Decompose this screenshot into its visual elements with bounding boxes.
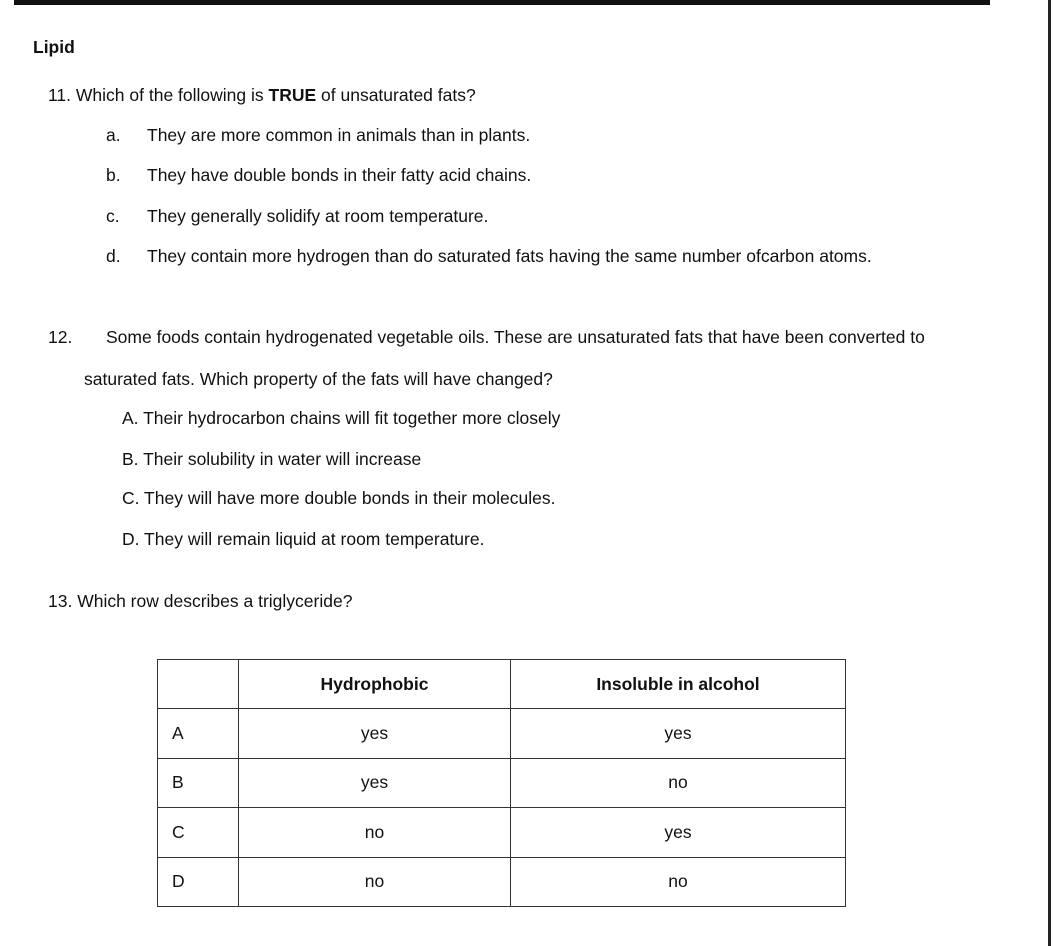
question-11-number: 11. bbox=[48, 85, 72, 105]
question-12-line-1: Some foods contain hydrogenated vegetable oils. These are unsaturated fats that have been converted to bbox=[106, 327, 925, 347]
hydrophobic-cell: no bbox=[239, 808, 511, 857]
top-border-rule bbox=[14, 0, 990, 5]
q11-option-b bbox=[106, 164, 531, 186]
insoluble-cell: no bbox=[511, 857, 846, 906]
insoluble-cell: yes bbox=[511, 709, 846, 758]
table-row bbox=[158, 857, 846, 906]
q12-option-d: D. They will remain liquid at room temperature. bbox=[122, 529, 485, 549]
header-insoluble-in-alcohol: Insoluble in alcohol bbox=[511, 660, 846, 709]
hydrophobic-cell: yes bbox=[239, 758, 511, 807]
question-12-line-2: saturated fats. Which property of the fats will have changed? bbox=[84, 369, 553, 389]
option-letter: d. bbox=[106, 246, 121, 266]
section-title: Lipid bbox=[33, 37, 75, 57]
option-letter: a. bbox=[106, 125, 121, 145]
insoluble-cell: no bbox=[511, 758, 846, 807]
option-text: They contain more hydrogen than do saturated fats having the same number ofcarbon atoms. bbox=[147, 246, 872, 266]
q11-option-a bbox=[106, 124, 530, 146]
q11-option-d bbox=[106, 245, 872, 267]
q12-option-c: C. They will have more double bonds in their molecules. bbox=[122, 488, 556, 508]
q11-option-c bbox=[106, 205, 488, 227]
question-11-text-before: Which of the following is bbox=[75, 85, 264, 105]
right-border-rule bbox=[1048, 0, 1051, 946]
table-row bbox=[158, 758, 846, 807]
option-text: They have double bonds in their fatty acid chains. bbox=[147, 165, 532, 185]
option-text: They are more common in animals than in plants. bbox=[147, 125, 531, 145]
row-label: B bbox=[158, 758, 239, 807]
hydrophobic-cell: yes bbox=[239, 709, 511, 758]
option-text: They generally solidify at room temperature. bbox=[147, 206, 489, 226]
insoluble-cell: yes bbox=[511, 808, 846, 857]
q12-option-a: A. Their hydrocarbon chains will fit together more closely bbox=[122, 408, 561, 428]
question-13 bbox=[48, 590, 352, 612]
question-11-text-bold: TRUE bbox=[268, 85, 317, 105]
question-11 bbox=[48, 84, 476, 106]
triglyceride-table bbox=[157, 659, 846, 907]
hydrophobic-cell: no bbox=[239, 857, 511, 906]
question-11-text-after: of unsaturated fats? bbox=[321, 85, 476, 105]
q12-option-b: B. Their solubility in water will increase bbox=[122, 449, 422, 469]
option-letter: c. bbox=[106, 206, 120, 226]
question-12-number: 12. bbox=[48, 327, 73, 347]
header-empty-cell bbox=[158, 660, 239, 709]
question-13-number: 13. bbox=[48, 591, 73, 611]
row-label: C bbox=[158, 808, 239, 857]
row-label: A bbox=[158, 709, 239, 758]
row-label: D bbox=[158, 857, 239, 906]
question-13-text: Which row describes a triglyceride? bbox=[77, 591, 353, 611]
table-header-row bbox=[158, 660, 846, 709]
table-row bbox=[158, 808, 846, 857]
header-hydrophobic: Hydrophobic bbox=[239, 660, 511, 709]
table-row bbox=[158, 709, 846, 758]
option-letter: b. bbox=[106, 165, 121, 185]
